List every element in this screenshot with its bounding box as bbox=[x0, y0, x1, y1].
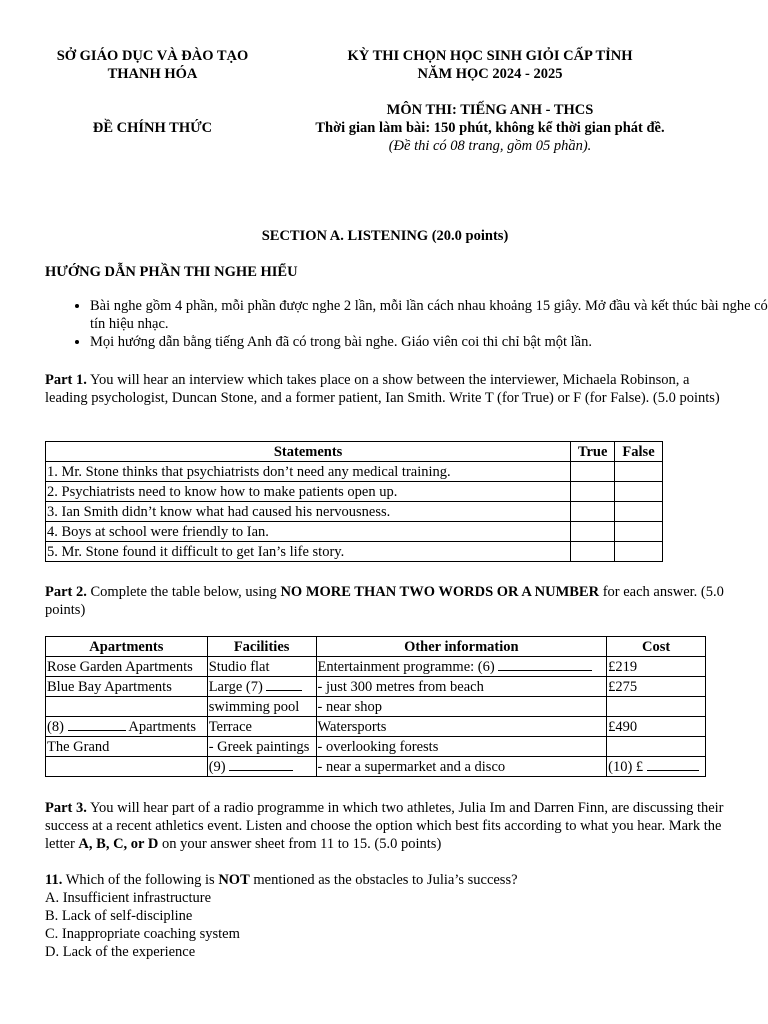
gap-6-label: Entertainment programme: (6) bbox=[317, 659, 495, 675]
part1-text: You will hear an interview which takes place on a show between the interviewer, Michaela Robinson, a leading psychologist, Duncan Stone, and a former patient, Ian Smith. Write T (for True) or F (for False). (5.0 points) bbox=[45, 372, 720, 406]
exam-pages-note: (Đề thi có 08 trang, gồm 05 phần). bbox=[388, 138, 592, 154]
info-cell: - just 300 metres from beach bbox=[316, 677, 607, 697]
official-label: ĐỀ CHÍNH THỨC bbox=[92, 120, 213, 136]
apartment-cell bbox=[46, 757, 208, 777]
table-row bbox=[46, 717, 706, 737]
false-cell[interactable] bbox=[615, 542, 663, 562]
apartment-cell: Blue Bay Apartments bbox=[46, 677, 208, 697]
col-other-information: Other information bbox=[316, 637, 607, 657]
part3-label: Part 3. bbox=[45, 800, 87, 816]
table-row bbox=[46, 697, 706, 717]
table-row bbox=[46, 657, 706, 677]
part1-table bbox=[45, 441, 663, 562]
gap-7-label: Large (7) bbox=[208, 679, 263, 695]
info-cell: Watersports bbox=[316, 717, 607, 737]
cost-cell bbox=[607, 737, 706, 757]
part1-label: Part 1. bbox=[45, 372, 87, 388]
stem-bold: NOT bbox=[218, 872, 250, 888]
exam-header bbox=[300, 47, 680, 155]
department-header bbox=[40, 47, 265, 83]
facility-cell: Studio flat bbox=[207, 657, 316, 677]
info-cell: - near shop bbox=[316, 697, 607, 717]
gap-8-blank[interactable] bbox=[68, 717, 126, 731]
col-statements: Statements bbox=[46, 442, 571, 462]
instructions-list bbox=[45, 297, 768, 351]
apartment-cell: The Grand bbox=[46, 737, 208, 757]
table-row bbox=[46, 677, 706, 697]
true-cell[interactable] bbox=[571, 482, 615, 502]
gap-6-blank[interactable] bbox=[498, 657, 592, 671]
col-true: True bbox=[571, 442, 615, 462]
table-header-row bbox=[46, 442, 663, 462]
cost-cell: £219 bbox=[607, 657, 706, 677]
col-facilities: Facilities bbox=[207, 637, 316, 657]
statement-cell: 4. Boys at school were friendly to Ian. bbox=[46, 522, 571, 542]
cost-cell bbox=[607, 757, 706, 777]
part3-text-after: on your answer sheet from 11 to 15. (5.0 points) bbox=[158, 836, 442, 852]
col-apartments: Apartments bbox=[46, 637, 208, 657]
table-header-row bbox=[46, 637, 706, 657]
info-cell: - near a supermarket and a disco bbox=[316, 757, 607, 777]
table-row bbox=[46, 482, 663, 502]
false-cell[interactable] bbox=[615, 522, 663, 542]
part3-text-before: You will hear part of a radio programme in which two athletes, Julia Im and Darren Finn, are discussing their success at a recent athletics event. Listen and choose the option which best fits according to what you hear. Mark the letter bbox=[45, 800, 724, 852]
cost-cell bbox=[607, 697, 706, 717]
part2-label: Part 2. bbox=[45, 584, 87, 600]
gap-10-blank[interactable] bbox=[647, 757, 699, 771]
gap-8-label: (8) bbox=[47, 719, 64, 735]
section-title: SECTION A. LISTENING (20.0 points) bbox=[261, 228, 509, 244]
department-line-1: SỞ GIÁO DỤC VÀ ĐÀO TẠO bbox=[56, 48, 249, 64]
gap-9-label: (9) bbox=[208, 759, 226, 775]
true-cell[interactable] bbox=[571, 522, 615, 542]
false-cell[interactable] bbox=[615, 502, 663, 522]
apartment-cell bbox=[46, 717, 208, 737]
info-cell bbox=[316, 657, 607, 677]
facility-cell: Terrace bbox=[207, 717, 316, 737]
part2-instructions bbox=[45, 583, 725, 619]
statement-cell: 5. Mr. Stone found it difficult to get Ian’s life story. bbox=[46, 542, 571, 562]
statement-cell: 3. Ian Smith didn’t know what had caused his nervousness. bbox=[46, 502, 571, 522]
col-cost: Cost bbox=[607, 637, 706, 657]
part1-instructions bbox=[45, 371, 725, 407]
exam-subject: MÔN THI: TIẾNG ANH - THCS bbox=[386, 102, 594, 118]
option-d[interactable]: D. Lack of the experience bbox=[45, 944, 196, 960]
gap-9-blank[interactable] bbox=[229, 757, 293, 771]
option-a[interactable]: A. Insufficient infrastructure bbox=[45, 890, 212, 906]
option-c[interactable]: C. Inappropriate coaching system bbox=[45, 926, 240, 942]
table-row bbox=[46, 462, 663, 482]
false-cell[interactable] bbox=[615, 462, 663, 482]
instruction-bullet: • Bài nghe gồm 4 phần, mỗi phần được nghe 2 lần, mỗi lần cách nhau khoảng 15 giây. Mở đầu và kết thúc bài nghe có tín hiệu nhạc. bbox=[90, 297, 768, 333]
table-row bbox=[46, 737, 706, 757]
part2-text-after: for each answer. (5.0 points) bbox=[45, 584, 724, 618]
part3-instructions bbox=[45, 799, 725, 853]
facility-cell: - Greek paintings bbox=[207, 737, 316, 757]
stem-text-after: mentioned as the obstacles to Julia’s success? bbox=[249, 872, 518, 888]
true-cell[interactable] bbox=[571, 542, 615, 562]
instruction-bullet: • Mọi hướng dẫn bằng tiếng Anh đã có trong bài nghe. Giáo viên coi thi chỉ bật một lần. bbox=[90, 333, 768, 351]
apartment-cell bbox=[46, 697, 208, 717]
col-false: False bbox=[615, 442, 663, 462]
apartment-cell: Rose Garden Apartments bbox=[46, 657, 208, 677]
false-cell[interactable] bbox=[615, 482, 663, 502]
exam-year: NĂM HỌC 2024 - 2025 bbox=[417, 66, 563, 82]
info-cell: - overlooking forests bbox=[316, 737, 607, 757]
facility-cell: swimming pool bbox=[207, 697, 316, 717]
true-cell[interactable] bbox=[571, 462, 615, 482]
question-number: 11. bbox=[45, 872, 63, 888]
part3-text-bold: A, B, C, or D bbox=[78, 836, 159, 852]
table-row bbox=[46, 757, 706, 777]
part2-text-before: Complete the table below, using bbox=[86, 584, 281, 600]
option-b[interactable]: B. Lack of self-discipline bbox=[45, 908, 193, 924]
apartments-suffix: Apartments bbox=[128, 719, 197, 735]
question-stem bbox=[45, 871, 725, 889]
gap-10-label: (10) £ bbox=[608, 759, 644, 775]
part2-text-bold: NO MORE THAN TWO WORDS OR A NUMBER bbox=[280, 584, 600, 600]
statement-cell: 1. Mr. Stone thinks that psychiatrists don’t need any medical training. bbox=[46, 462, 571, 482]
exam-title: KỲ THI CHỌN HỌC SINH GIỎI CẤP TỈNH bbox=[347, 48, 633, 64]
statement-cell: 2. Psychiatrists need to know how to make patients open up. bbox=[46, 482, 571, 502]
cost-cell: £275 bbox=[607, 677, 706, 697]
exam-duration: Thời gian làm bài: 150 phút, không kể thời gian phát đề. bbox=[315, 120, 665, 136]
question-11 bbox=[45, 871, 725, 961]
instructions-heading: HƯỚNG DẪN PHẦN THI NGHE HIỂU bbox=[45, 264, 298, 280]
table-row bbox=[46, 502, 663, 522]
table-row bbox=[46, 542, 663, 562]
facility-cell bbox=[207, 677, 316, 697]
stem-text: Which of the following is bbox=[62, 872, 219, 888]
cost-cell: £490 bbox=[607, 717, 706, 737]
true-cell[interactable] bbox=[571, 502, 615, 522]
gap-7-blank[interactable] bbox=[266, 677, 302, 691]
department-line-2: THANH HÓA bbox=[107, 66, 198, 82]
part2-table bbox=[45, 636, 706, 777]
table-row bbox=[46, 522, 663, 542]
facility-cell bbox=[207, 757, 316, 777]
